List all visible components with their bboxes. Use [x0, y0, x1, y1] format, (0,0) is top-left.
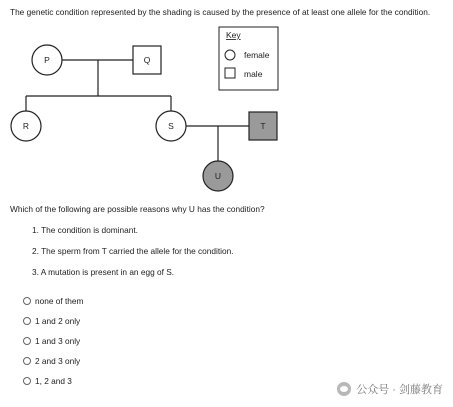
individual-r: [11, 111, 41, 141]
wechat-icon: [337, 382, 351, 396]
label-q: Q: [143, 55, 151, 65]
intro-text: The genetic condition represented by the shading is caused by the presence of at least one allele for the condition.: [10, 7, 431, 17]
watermark-text: 公众号 · 剑藤教育: [356, 384, 443, 396]
option-label: 2 and 3 only: [35, 356, 81, 366]
radio-button[interactable]: [23, 297, 31, 305]
male-key-icon: [225, 68, 235, 78]
label-u: U: [214, 171, 222, 181]
radio-button[interactable]: [23, 377, 31, 385]
individual-s: [156, 111, 186, 141]
label-p: P: [44, 55, 50, 65]
label-s: S: [168, 121, 174, 131]
pedigree-chart: [0, 0, 453, 200]
option-1-2-and-3[interactable]: [23, 375, 72, 387]
radio-button[interactable]: [23, 357, 31, 365]
statement-3: 3. A mutation is present in an egg of S.: [32, 267, 175, 277]
individual-t: [249, 112, 277, 140]
individual-p: [32, 45, 62, 75]
statement-2: 2. The sperm from T carried the allele for the condition.: [32, 246, 234, 256]
option-label: 1 and 2 only: [35, 316, 81, 326]
individual-q: [133, 46, 161, 74]
key-title: Key: [226, 30, 241, 40]
option-1-and-2[interactable]: [23, 315, 80, 327]
radio-button[interactable]: [23, 337, 31, 345]
label-r: R: [22, 121, 30, 131]
option-label: 1 and 3 only: [35, 336, 81, 346]
option-label: none of them: [35, 296, 84, 306]
option-1-and-3[interactable]: [23, 335, 80, 347]
label-t: T: [260, 121, 266, 131]
female-key-icon: [225, 50, 235, 60]
watermark: [337, 381, 443, 397]
key-box: [219, 27, 278, 90]
option-2-and-3[interactable]: [23, 355, 80, 367]
individual-u: [203, 161, 233, 191]
statement-1: 1. The condition is dominant.: [32, 225, 138, 235]
question-prompt: Which of the following are possible reasons why U has the condition?: [10, 204, 265, 214]
option-label: 1, 2 and 3: [35, 376, 72, 386]
radio-button[interactable]: [23, 317, 31, 325]
key-female-label: female: [244, 50, 270, 60]
key-male-label: male: [244, 69, 263, 79]
option-none-of-them[interactable]: [23, 295, 83, 307]
